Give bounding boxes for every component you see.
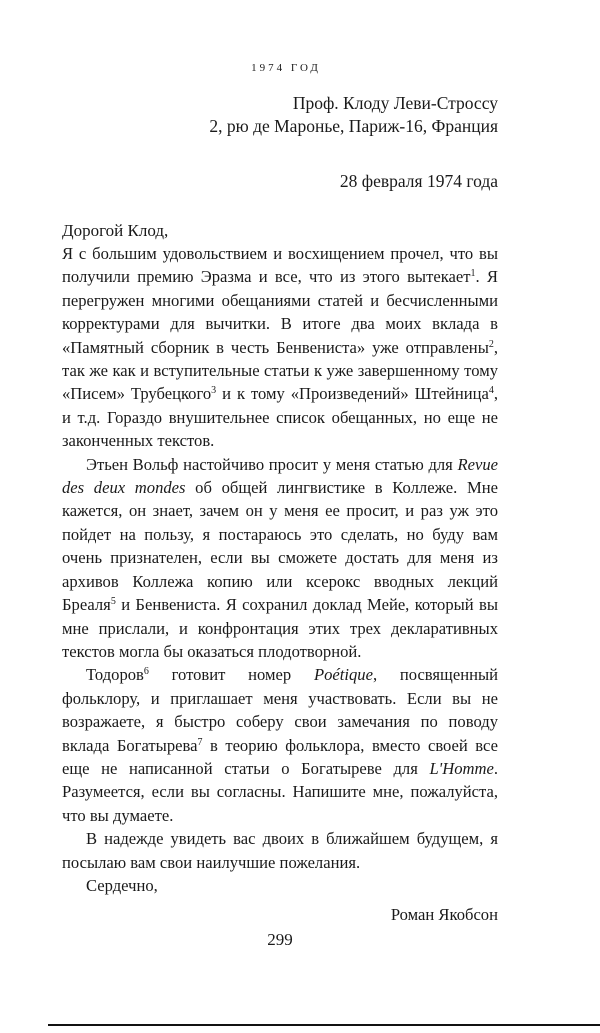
p3-text-5: . Разумеется, если вы согласны. Напишите мне, пожалуйста, что вы думаете.: [62, 758, 498, 825]
footnote-ref-3: 3: [211, 385, 217, 397]
recipient-address: [62, 92, 498, 138]
p3-journal-title-2: L'Homme: [429, 758, 494, 778]
footnote-ref-4: 4: [488, 385, 494, 397]
signature: Роман Якобсон: [390, 905, 498, 925]
p2-text-3: и Бенвениста. Я сохранил доклад Мейе, который вы мне прислали, и конфронтация этих трех декларативных текстов могла бы оказаться плодотворной.: [62, 595, 498, 661]
p1-text-3: , так же как и вступительные статьи к уже завершенному тому «Писем» Трубецкого: [62, 337, 498, 404]
p2-text-1: Этьен Вольф настойчиво просит у меня статью для: [86, 454, 458, 474]
address-line-1: Проф. Клоду Леви-Строссу: [292, 93, 498, 113]
p3-text-4: в теорию фольклора, вместо своей все еще не написанной статьи о Богатыреве для: [62, 735, 498, 778]
letter: [62, 92, 498, 927]
footnote-ref-7: 7: [197, 736, 203, 748]
p2-journal-title: Revue des deux mondes: [62, 454, 498, 498]
p1-text-1: Я с большим удовольствием и восхищением прочел, что вы получили премию Эразма и все, что из этого вытекает: [62, 244, 498, 287]
p1-text-4: и к тому «Произведений» Штейница: [216, 384, 489, 404]
p3-text-2: готовит номер: [148, 665, 314, 685]
letter-date: 28 февраля 1974 года: [339, 171, 498, 191]
address-line-2: 2, рю де Маронье, Париж-16, Франция: [209, 116, 498, 136]
paragraph-4: В надежде увидеть вас двоих в ближайшем будущем, я посылаю вам свои наилучшие пожелания.: [62, 829, 498, 872]
salutation: Дорогой Клод,: [62, 221, 169, 240]
paragraph-1: [62, 242, 498, 453]
footnote-ref-1: 1: [470, 268, 476, 280]
footnote-ref-2: 2: [488, 338, 494, 350]
p3-text-3: , посвященный фольклору, и приглашает меня участвовать. Если вы не возражаете, я быстро соберу свои замечания по поводу вклада Богатырева: [62, 665, 498, 755]
closing: Сердечно,: [86, 875, 158, 895]
footnote-ref-5: 5: [110, 596, 116, 608]
footnote-ref-6: 6: [143, 666, 149, 678]
p3-journal-title-1: Poétique: [313, 665, 373, 685]
p1-text-5: , и т.д. Гораздо внушительнее список обещанных, но еще не законченных текстов.: [62, 384, 498, 451]
p3-text-1: Тодоров: [86, 665, 144, 685]
page-number: 299: [267, 930, 293, 949]
bottom-rule: [48, 1024, 600, 1026]
p1-text-2: . Я перегружен многими обещаниями статей и бесчисленными корректурами для вычитки. В итоге два моих вклада в «Памятный сборник в честь Бенвениста» уже отправлены: [62, 267, 498, 357]
running-head: 1974 ГОД: [251, 62, 321, 74]
paragraph-3: [62, 663, 498, 827]
p2-text-2: об общей лингвистике в Коллеже. Мне кажется, он знает, зачем он у меня ее просит, и раз уж это пойдет на пользу, я постараюсь это сделать, но буду вам очень признателен, если вы сможете достать для меня из архивов Коллежа копию или ксерокс вводных лекций Бреаля: [62, 478, 498, 615]
paragraph-2: [62, 453, 498, 664]
